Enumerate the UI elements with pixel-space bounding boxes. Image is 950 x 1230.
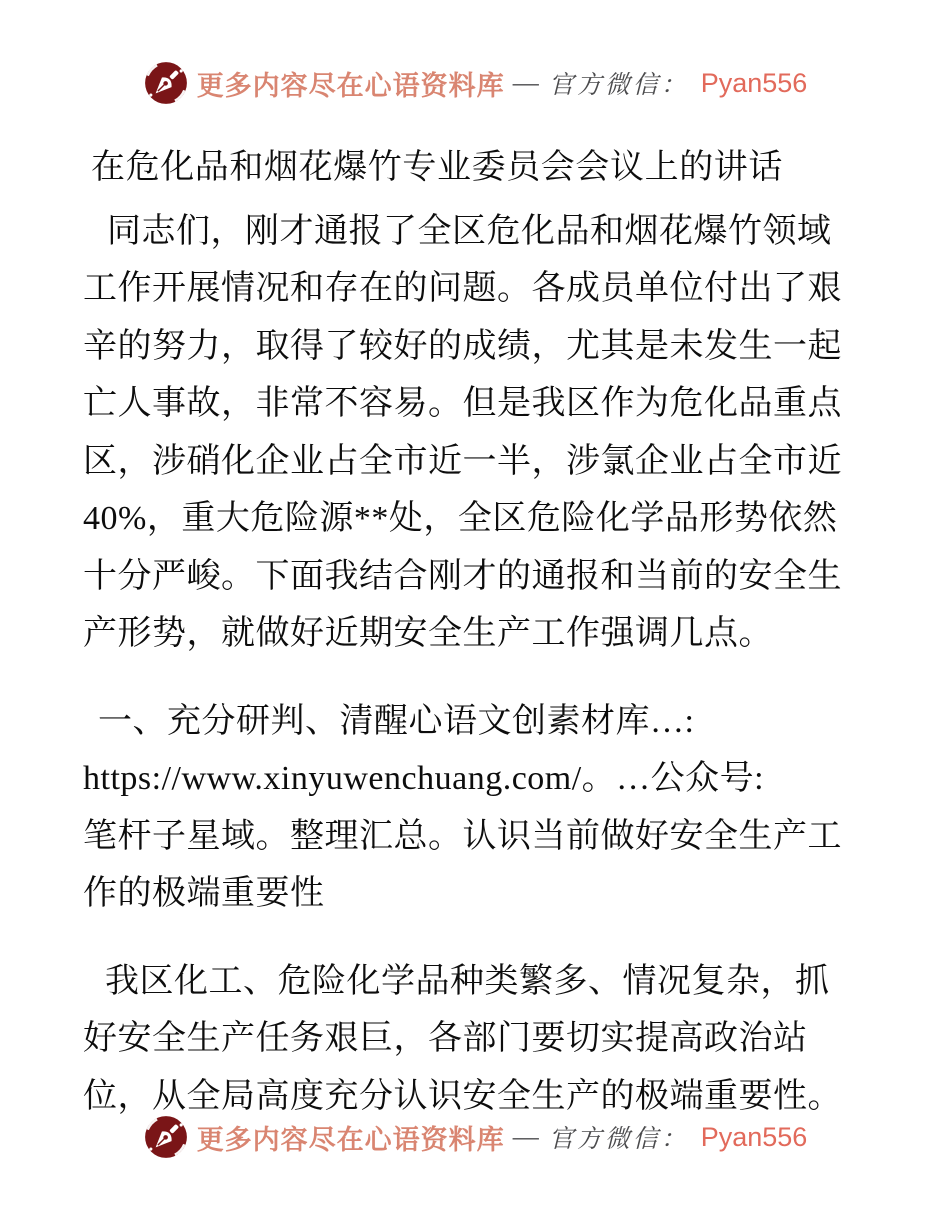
wechat-label: 官方微信： bbox=[548, 1126, 689, 1153]
wechat-label: 官方微信： bbox=[548, 72, 689, 99]
text-line: 40%，重大危险源**处，全区危险化学品形势依然 bbox=[83, 500, 838, 538]
text-line: 位，从全局高度充分认识安全生产的极端重要性。 bbox=[83, 1077, 842, 1115]
brand-text: 更多内容尽在心语资料库 bbox=[196, 70, 505, 101]
brand-text: 更多内容尽在心语资料库 bbox=[196, 1124, 505, 1155]
divider-dash: — bbox=[512, 68, 539, 97]
paragraph bbox=[83, 693, 870, 923]
text-line: 一、充分研判、清醒心语文创素材库…: bbox=[98, 702, 695, 740]
document-title: 在危化品和烟花爆竹专业委员会会议上的讲话 bbox=[91, 148, 783, 186]
text-line: 工作开展情况和存在的问题。各成员单位付出了艰 bbox=[83, 270, 842, 308]
wechat-id: Pyan556 bbox=[700, 67, 808, 98]
text-line: 区，涉硝化企业占全市近一半，涉氯企业占全市近 bbox=[83, 442, 842, 480]
text-line: 我区化工、危险化学品种类繁多、情况复杂，抓 bbox=[105, 962, 830, 1000]
text-line: 产形势，就做好近期安全生产工作强调几点。 bbox=[83, 615, 773, 653]
text-line: 同志们，刚才通报了全区危化品和烟花爆竹领域 bbox=[107, 212, 832, 250]
text-line: 笔杆子星域。整理汇总。认识当前做好安全生产工 bbox=[83, 817, 842, 855]
text-line: 作的极端重要性 bbox=[83, 875, 325, 913]
pen-nib-logo-icon bbox=[143, 60, 189, 106]
text-line: 亡人事故，非常不容易。但是我区作为危化品重点 bbox=[83, 385, 842, 423]
pen-nib-logo-icon bbox=[143, 1114, 189, 1160]
text-line: 十分严峻。下面我结合刚才的通报和当前的安全生 bbox=[83, 557, 842, 595]
paragraph bbox=[83, 953, 870, 1126]
document-page bbox=[0, 106, 950, 1125]
paragraph bbox=[83, 203, 870, 663]
text-line: 辛的努力，取得了较好的成绩，尤其是未发生一起 bbox=[83, 327, 842, 365]
header-watermark bbox=[0, 0, 950, 106]
wechat-id: Pyan556 bbox=[700, 1121, 808, 1152]
text-line: https://www.xinyuwenchuang.com/。…公众号: bbox=[83, 760, 765, 798]
divider-dash: — bbox=[512, 1122, 539, 1151]
footer-watermark bbox=[0, 1114, 950, 1160]
text-line: 好安全生产任务艰巨，各部门要切实提高政治站 bbox=[83, 1020, 808, 1058]
